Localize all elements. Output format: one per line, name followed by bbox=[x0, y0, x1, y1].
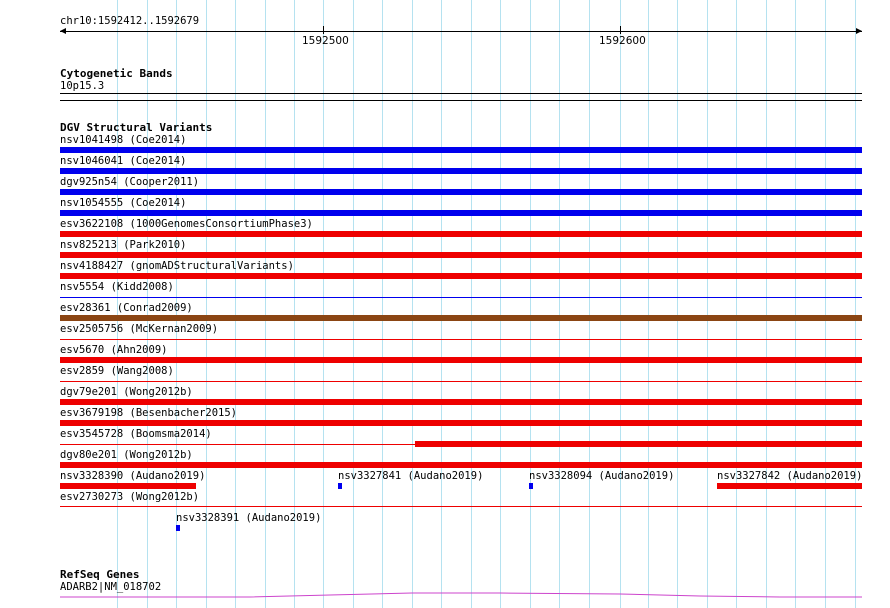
variant-label[interactable]: nsv1041498 (Coe2014) bbox=[60, 134, 187, 146]
ruler-line bbox=[60, 31, 862, 32]
variant-label[interactable]: nsv5554 (Kidd2008) bbox=[60, 281, 174, 293]
ruler-right-arrow-icon bbox=[856, 28, 862, 34]
gene-line bbox=[60, 593, 862, 597]
variant-label[interactable]: dgv79e201 (Wong2012b) bbox=[60, 386, 193, 398]
gene-label[interactable]: ADARB2|NM_018702 bbox=[60, 581, 162, 593]
variant-bar[interactable] bbox=[60, 462, 862, 468]
variant-bar[interactable] bbox=[60, 357, 862, 363]
ruler-tick bbox=[620, 26, 621, 34]
dgv-track-title[interactable]: DGV Structural Variants bbox=[60, 121, 213, 134]
grid-line bbox=[353, 0, 354, 608]
grid-line bbox=[441, 0, 442, 608]
grid-line bbox=[707, 0, 708, 608]
grid-line bbox=[382, 0, 383, 608]
variant-label[interactable]: nsv3327841 (Audano2019) bbox=[338, 470, 484, 482]
variant-label[interactable]: esv3679198 (Besenbacher2015) bbox=[60, 407, 238, 419]
variant-label[interactable]: nsv825213 (Park2010) bbox=[60, 239, 187, 251]
gene-model[interactable] bbox=[0, 588, 890, 604]
variant-bar[interactable] bbox=[60, 315, 862, 321]
variant-bar[interactable] bbox=[60, 147, 862, 153]
variant-bar[interactable] bbox=[176, 525, 180, 531]
variant-bar[interactable] bbox=[60, 189, 862, 195]
variant-label[interactable]: esv5670 (Ahn2009) bbox=[60, 344, 168, 356]
variant-label[interactable]: nsv3328390 (Audano2019) bbox=[60, 470, 206, 482]
variant-label[interactable]: esv2505756 (McKernan2009) bbox=[60, 323, 219, 335]
ruler-left-arrow-icon bbox=[60, 28, 66, 34]
grid-line bbox=[471, 0, 472, 608]
grid-line bbox=[412, 0, 413, 608]
variant-label[interactable]: dgv80e201 (Wong2012b) bbox=[60, 449, 193, 461]
variant-label[interactable]: nsv1046041 (Coe2014) bbox=[60, 155, 187, 167]
refseq-track-title[interactable]: RefSeq Genes bbox=[60, 568, 140, 581]
variant-bar[interactable] bbox=[717, 483, 862, 489]
cytoband-bar-top bbox=[60, 93, 862, 94]
ruler-tick-label: 1592600 bbox=[599, 35, 646, 47]
variant-bar[interactable] bbox=[60, 273, 862, 279]
location-label: chr10:1592412..1592679 bbox=[60, 15, 200, 27]
cytoband-label: 10p15.3 bbox=[60, 80, 105, 92]
grid-line bbox=[530, 0, 531, 608]
grid-line bbox=[825, 0, 826, 608]
variant-label[interactable]: esv2859 (Wang2008) bbox=[60, 365, 174, 377]
grid-line bbox=[855, 0, 856, 608]
variant-label[interactable]: esv3622108 (1000GenomesConsortiumPhase3) bbox=[60, 218, 313, 230]
variant-line[interactable] bbox=[60, 339, 862, 340]
variant-label[interactable]: nsv4188427 (gnomADStructuralVariants) bbox=[60, 260, 294, 272]
variant-bar[interactable] bbox=[60, 231, 862, 237]
variant-bar[interactable] bbox=[415, 441, 862, 447]
grid-line bbox=[766, 0, 767, 608]
variant-label[interactable]: esv28361 (Conrad2009) bbox=[60, 302, 193, 314]
variant-bar[interactable] bbox=[338, 483, 342, 489]
variant-line[interactable] bbox=[60, 297, 862, 298]
variant-label[interactable]: esv2730273 (Wong2012b) bbox=[60, 491, 200, 503]
grid-line bbox=[677, 0, 678, 608]
variant-bar[interactable] bbox=[60, 252, 862, 258]
grid-line bbox=[500, 0, 501, 608]
cytoband-track-title[interactable]: Cytogenetic Bands bbox=[60, 67, 173, 80]
variant-bar[interactable] bbox=[60, 420, 862, 426]
variant-label[interactable]: nsv3328094 (Audano2019) bbox=[529, 470, 675, 482]
variant-label[interactable]: dgv925n54 (Cooper2011) bbox=[60, 176, 200, 188]
grid-line bbox=[559, 0, 560, 608]
variant-bar[interactable] bbox=[60, 483, 196, 489]
cytoband-bar-bottom bbox=[60, 100, 862, 101]
variant-bar[interactable] bbox=[529, 483, 533, 489]
grid-line bbox=[323, 0, 324, 608]
variant-line[interactable] bbox=[60, 381, 862, 382]
grid-line bbox=[736, 0, 737, 608]
variant-label[interactable]: nsv3328391 (Audano2019) bbox=[176, 512, 322, 524]
ruler-tick-label: 1592500 bbox=[302, 35, 349, 47]
variant-bar[interactable] bbox=[60, 168, 862, 174]
variant-label[interactable]: nsv1054555 (Coe2014) bbox=[60, 197, 187, 209]
grid-line bbox=[795, 0, 796, 608]
variant-bar[interactable] bbox=[60, 399, 862, 405]
grid-line bbox=[648, 0, 649, 608]
variant-line[interactable] bbox=[60, 506, 862, 507]
grid-line bbox=[620, 0, 621, 608]
ruler-tick bbox=[323, 26, 324, 34]
grid-line bbox=[589, 0, 590, 608]
variant-label[interactable]: nsv3327842 (Audano2019) bbox=[717, 470, 863, 482]
variant-label[interactable]: esv3545728 (Boomsma2014) bbox=[60, 428, 212, 440]
variant-bar[interactable] bbox=[60, 210, 862, 216]
